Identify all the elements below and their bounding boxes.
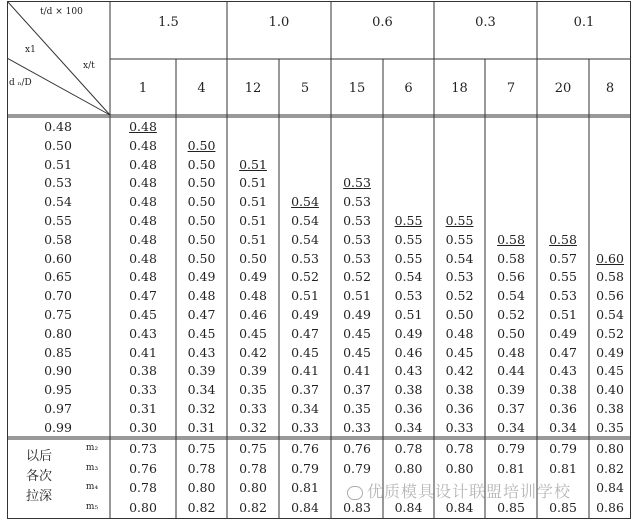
row-label: 0.58 xyxy=(44,231,72,247)
table-cell: 0.51 xyxy=(239,175,267,191)
row-label: 0.95 xyxy=(44,382,72,398)
table-cell: 0.33 xyxy=(445,419,474,435)
m-label: m₂ xyxy=(85,443,99,453)
table-cell: 0.80 xyxy=(187,480,216,496)
sub-header: 18 xyxy=(451,81,468,96)
table-cell: 0.48 xyxy=(445,325,474,341)
table-cell: 0.41 xyxy=(129,344,157,360)
row-label: 0.90 xyxy=(44,363,72,379)
row-label: 0.51 xyxy=(44,156,72,172)
row-label: 0.80 xyxy=(44,325,72,341)
table-cell: 0.45 xyxy=(187,325,216,341)
row-label: 0.70 xyxy=(44,288,72,304)
table-cell: 0.47 xyxy=(187,307,216,322)
table-cell: 0.79 xyxy=(497,441,525,456)
table-cell: 0.81 xyxy=(549,460,577,476)
table-cell: 0.50 xyxy=(445,307,474,322)
table-cell: 0.43 xyxy=(129,325,157,341)
row-label: 0.97 xyxy=(44,401,72,416)
table-cell: 0.49 xyxy=(291,307,319,322)
table-cell: 0.48 xyxy=(187,288,216,304)
table-cell: 0.49 xyxy=(549,325,577,341)
table-cell: 0.78 xyxy=(129,480,157,496)
row-label: 0.85 xyxy=(44,344,72,360)
table-cell: 0.53 xyxy=(394,288,423,304)
table-cell: 0.48 xyxy=(129,269,157,285)
table-cell: 0.51 xyxy=(239,156,267,172)
table-cell: 0.45 xyxy=(343,344,371,360)
table-cell: 0.45 xyxy=(596,363,624,379)
table-cell: 0.80 xyxy=(394,460,423,476)
table-cell: 0.50 xyxy=(497,325,525,341)
table-cell: 0.31 xyxy=(129,401,157,416)
table-cell: 0.48 xyxy=(129,231,157,247)
table-cell: 0.53 xyxy=(291,250,319,266)
table-cell: 0.48 xyxy=(239,288,267,304)
table-cell: 0.84 xyxy=(445,499,474,515)
table-cell: 0.33 xyxy=(239,401,267,416)
table-cell: 0.37 xyxy=(497,401,525,416)
table-cell: 0.48 xyxy=(129,175,157,191)
table-cell: 0.79 xyxy=(343,460,371,476)
table-cell: 0.34 xyxy=(549,419,577,435)
table-cell: 0.45 xyxy=(129,307,157,322)
table-cell: 0.38 xyxy=(394,382,423,398)
wechat-icon xyxy=(347,486,363,500)
table-cell: 0.48 xyxy=(129,119,157,134)
table-cell: 0.73 xyxy=(129,441,157,456)
group-header: 1.5 xyxy=(158,15,179,30)
table-cell: 0.53 xyxy=(343,250,371,266)
table-cell: 0.34 xyxy=(291,401,319,416)
table-cell: 0.49 xyxy=(187,269,216,285)
table-cell: 0.48 xyxy=(129,250,157,266)
table-cell: 0.49 xyxy=(239,269,267,285)
table-cell: 0.48 xyxy=(129,137,157,153)
table-cell: 0.51 xyxy=(239,194,267,210)
table-cell: 0.43 xyxy=(549,363,577,379)
table-cell: 0.50 xyxy=(187,137,216,153)
table-cell: 0.76 xyxy=(343,441,371,456)
corner-label-x1: x1 xyxy=(25,45,36,55)
table-cell: 0.41 xyxy=(291,363,319,379)
table-cell: 0.78 xyxy=(239,460,267,476)
table-cell: 0.34 xyxy=(394,419,423,435)
table-cell: 0.80 xyxy=(129,499,157,515)
table-cell: 0.52 xyxy=(445,288,474,304)
table-cell: 0.45 xyxy=(239,325,267,341)
table-cell: 0.55 xyxy=(549,269,577,285)
table-cell: 0.53 xyxy=(549,288,577,304)
table-cell: 0.33 xyxy=(129,382,157,398)
sub-header: 20 xyxy=(554,81,572,96)
table-cell: 0.43 xyxy=(187,344,216,360)
sub-header: 4 xyxy=(197,81,206,96)
table-cell: 0.36 xyxy=(445,401,474,416)
table-cell: 0.78 xyxy=(187,460,216,476)
table-cell: 0.76 xyxy=(291,441,319,456)
table-cell: 0.86 xyxy=(596,499,624,515)
table-cell: 0.54 xyxy=(596,307,624,322)
table-cell: 0.57 xyxy=(549,250,577,266)
sub-header: 15 xyxy=(348,81,366,96)
table-cell: 0.43 xyxy=(394,363,423,379)
sub-header: 5 xyxy=(300,81,310,96)
table-cell: 0.49 xyxy=(394,325,423,341)
table-cell: 0.47 xyxy=(549,344,577,360)
table-cell: 0.49 xyxy=(343,307,371,322)
table-cell: 0.34 xyxy=(187,382,216,398)
table-cell: 0.84 xyxy=(394,499,423,515)
table-cell: 0.58 xyxy=(497,250,525,266)
row-label: 0.54 xyxy=(44,194,72,210)
row-label: 0.99 xyxy=(44,419,72,435)
table-cell: 0.54 xyxy=(291,213,319,228)
table-cell: 0.58 xyxy=(549,231,577,247)
table-cell: 0.32 xyxy=(187,401,216,416)
table-cell: 0.82 xyxy=(187,499,216,515)
corner-label-diameter-ratio: d ₙ/D xyxy=(9,78,32,88)
table-cell: 0.58 xyxy=(596,269,624,285)
table-cell: 0.54 xyxy=(291,194,319,210)
subsequent-label-line: 各次 xyxy=(25,469,52,484)
table-cell: 0.76 xyxy=(129,460,157,476)
row-label: 0.55 xyxy=(44,213,72,228)
group-header: 0.6 xyxy=(372,15,393,30)
table-cell: 0.51 xyxy=(394,307,423,322)
table-cell: 0.58 xyxy=(497,231,525,247)
watermark: 优质模具设计联盟培训学校 xyxy=(347,479,571,502)
table-cell: 0.80 xyxy=(596,441,624,456)
table-cell: 0.56 xyxy=(596,288,624,304)
table-cell: 0.47 xyxy=(129,288,157,304)
table-cell: 0.36 xyxy=(394,401,423,416)
table-cell: 0.84 xyxy=(291,499,319,515)
table-cell: 0.47 xyxy=(291,325,319,341)
table-cell: 0.53 xyxy=(343,175,371,191)
table-cell: 0.79 xyxy=(291,460,319,476)
table-cell: 0.32 xyxy=(239,419,267,435)
table-cell: 0.31 xyxy=(187,419,216,435)
sub-header: 6 xyxy=(404,81,413,96)
table-cell: 0.48 xyxy=(129,213,157,228)
table-cell: 0.78 xyxy=(445,441,474,456)
table-cell: 0.45 xyxy=(291,344,319,360)
row-label: 0.50 xyxy=(44,137,72,153)
table-cell: 0.36 xyxy=(549,401,577,416)
table-cell: 0.81 xyxy=(497,460,525,476)
table-cell: 0.48 xyxy=(129,156,157,172)
table-cell: 0.51 xyxy=(291,288,319,304)
row-label: 0.53 xyxy=(44,175,72,191)
table-cell: 0.50 xyxy=(187,231,216,247)
table-cell: 0.46 xyxy=(394,344,423,360)
sub-header: 1 xyxy=(138,81,148,96)
table-cell: 0.75 xyxy=(239,441,267,456)
table-cell: 0.60 xyxy=(596,250,624,266)
table-cell: 0.52 xyxy=(291,269,319,285)
table-cell: 0.50 xyxy=(239,250,267,266)
table-cell: 0.41 xyxy=(343,363,371,379)
table-cell: 0.49 xyxy=(596,344,624,360)
table-cell: 0.37 xyxy=(291,382,319,398)
table-cell: 0.38 xyxy=(129,363,157,379)
table-cell: 0.34 xyxy=(497,419,525,435)
row-label: 0.60 xyxy=(44,250,72,266)
table-cell: 0.38 xyxy=(596,401,624,416)
table-cell: 0.80 xyxy=(445,460,474,476)
table-cell: 0.39 xyxy=(187,363,216,379)
table-cell: 0.53 xyxy=(343,194,371,210)
table-cell: 0.35 xyxy=(596,419,624,435)
table-cell: 0.48 xyxy=(497,344,525,360)
table-cell: 0.83 xyxy=(343,499,371,515)
table-cell: 0.54 xyxy=(394,269,423,285)
table-cell: 0.75 xyxy=(187,441,216,456)
m-label: m₅ xyxy=(85,501,99,512)
row-label: 0.75 xyxy=(44,307,72,322)
table-cell: 0.42 xyxy=(445,363,474,379)
sub-header: 8 xyxy=(605,81,615,96)
drawing-coefficient-table xyxy=(7,1,631,519)
table-cell: 0.33 xyxy=(291,419,319,435)
table-cell: 0.53 xyxy=(445,269,474,285)
table-cell: 0.48 xyxy=(129,194,157,210)
table-cell: 0.82 xyxy=(596,460,624,476)
table-cell: 0.55 xyxy=(394,231,423,247)
table-cell: 0.52 xyxy=(497,307,525,322)
table-cell: 0.55 xyxy=(445,231,474,247)
table-cell: 0.55 xyxy=(394,213,423,228)
table-cell: 0.52 xyxy=(596,325,624,341)
table-cell: 0.85 xyxy=(497,499,525,515)
table-cell: 0.54 xyxy=(497,288,525,304)
table-cell: 0.50 xyxy=(187,213,216,228)
table-cell: 0.53 xyxy=(343,213,371,228)
table-cell: 0.45 xyxy=(343,325,371,341)
table-cell: 0.42 xyxy=(239,344,267,360)
table-cell: 0.82 xyxy=(239,499,267,515)
table-cell: 0.55 xyxy=(445,213,474,228)
table-cell: 0.35 xyxy=(239,382,267,398)
table-cell: 0.51 xyxy=(239,213,267,228)
m-label: m₃ xyxy=(85,462,99,473)
table-cell: 0.79 xyxy=(549,441,577,456)
table-cell: 0.51 xyxy=(239,231,267,247)
table-cell: 0.50 xyxy=(187,194,216,210)
table-cell: 0.35 xyxy=(343,401,371,416)
group-header: 0.3 xyxy=(475,15,496,30)
sub-header: 12 xyxy=(244,81,262,96)
table-cell: 0.78 xyxy=(394,441,423,456)
table-cell: 0.50 xyxy=(187,175,216,191)
row-label: 0.65 xyxy=(44,269,72,285)
sub-header: 7 xyxy=(506,81,516,96)
table-cell: 0.50 xyxy=(187,156,216,172)
table-cell: 0.51 xyxy=(343,288,371,304)
row-label: 0.48 xyxy=(44,119,72,134)
m-label: m₄ xyxy=(85,482,99,493)
table-cell: 0.33 xyxy=(343,419,371,435)
table-cell: 0.55 xyxy=(394,250,423,266)
table-cell: 0.30 xyxy=(129,419,157,435)
table-cell: 0.50 xyxy=(187,250,216,266)
table-cell: 0.38 xyxy=(445,382,474,398)
corner-label-xt: x/t xyxy=(83,61,95,71)
subsequent-label-line: 拉深 xyxy=(25,489,52,504)
table-cell: 0.40 xyxy=(596,382,624,398)
table-cell: 0.81 xyxy=(291,480,319,496)
table-cell: 0.54 xyxy=(291,231,319,247)
table-cell: 0.80 xyxy=(239,480,267,496)
table-cell: 0.37 xyxy=(343,382,371,398)
corner-label-thickness: t/d × 100 xyxy=(40,7,83,17)
table-cell: 0.44 xyxy=(497,363,525,379)
table-cell: 0.85 xyxy=(549,499,577,515)
table-cell: 0.39 xyxy=(239,363,267,379)
table-cell: 0.51 xyxy=(549,307,577,322)
table-cell: 0.39 xyxy=(497,382,525,398)
table-cell: 0.38 xyxy=(549,382,577,398)
table-cell: 0.56 xyxy=(497,269,525,285)
table-cell: 0.54 xyxy=(445,250,474,266)
table-cell: 0.46 xyxy=(239,307,267,322)
table-cell: 0.52 xyxy=(343,269,371,285)
table-cell: 0.45 xyxy=(445,344,474,360)
group-header: 1.0 xyxy=(268,15,290,30)
table-cell: 0.53 xyxy=(343,231,371,247)
subsequent-label-line: 以后 xyxy=(25,449,52,464)
group-header: 0.1 xyxy=(573,15,595,30)
table-cell: 0.84 xyxy=(596,480,624,496)
